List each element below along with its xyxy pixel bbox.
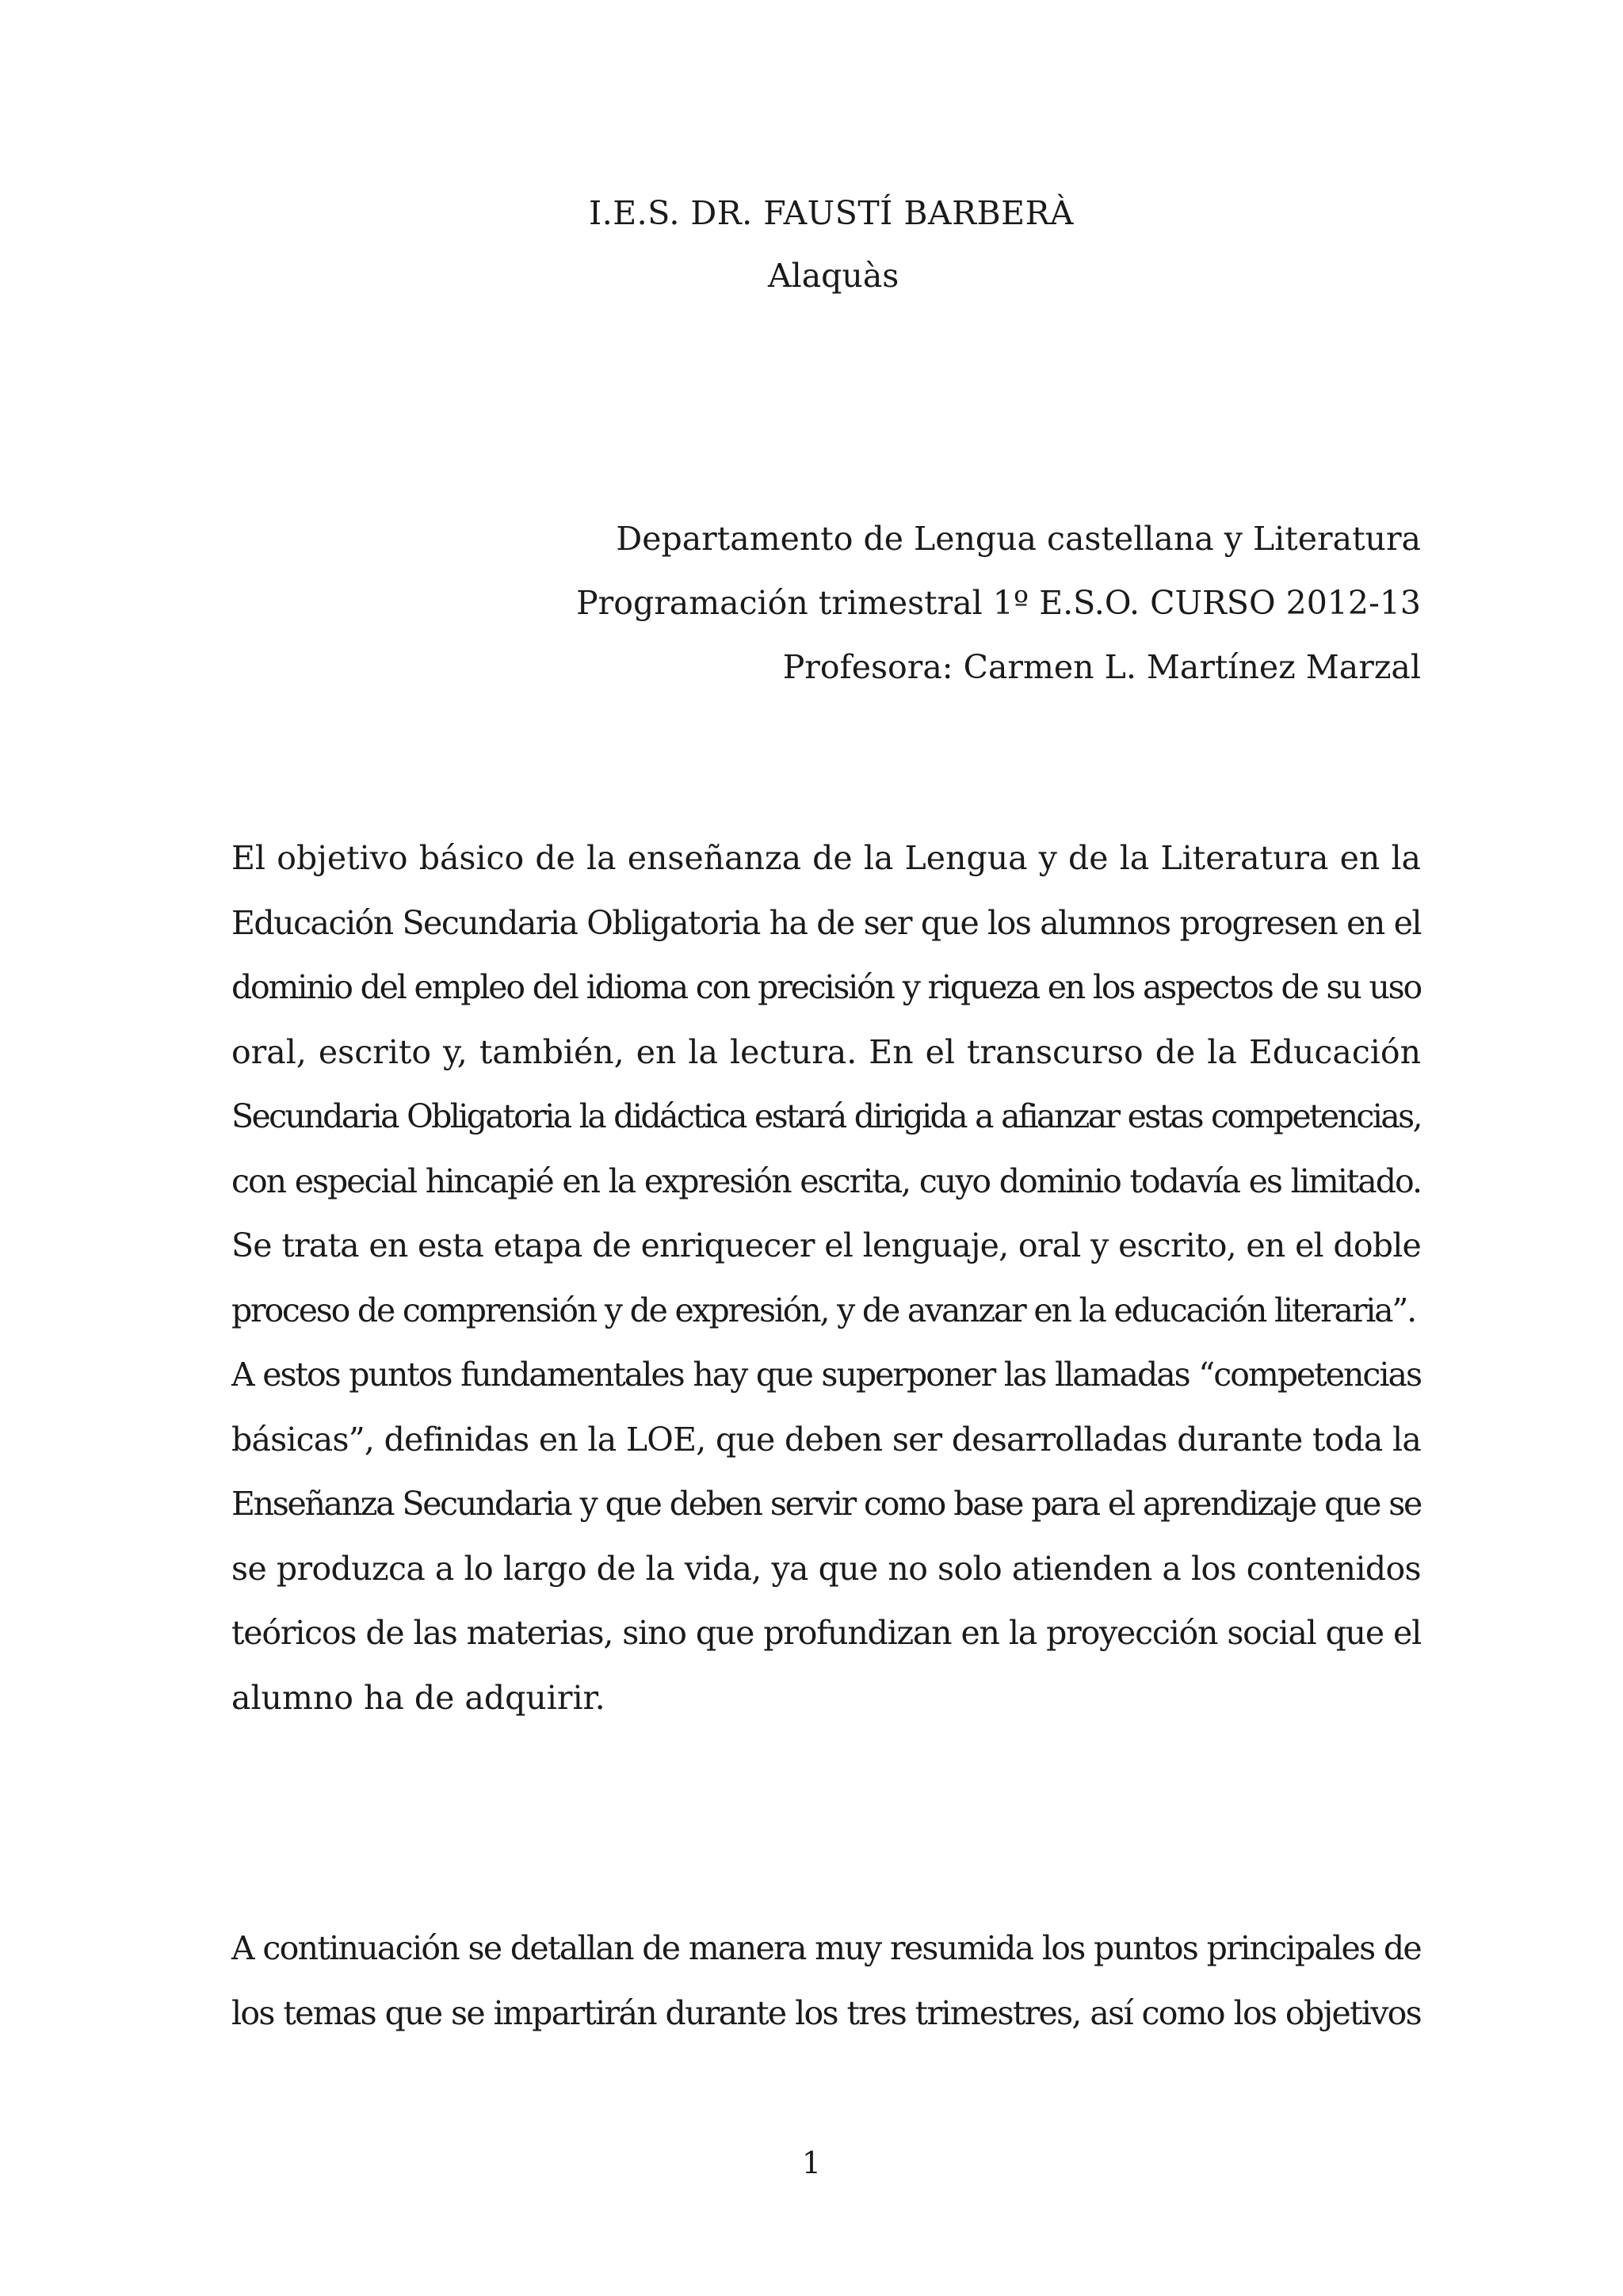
text-line: los temas que se impartirán durante los tres trimestres, así como los objetivos	[231, 1993, 1421, 2032]
text-line: básicas”, definidas en la LOE, que deben ser desarrolladas durante toda la	[231, 1420, 1421, 1459]
department-name: Departamento de Lengua castellana y Literatura	[616, 520, 1421, 558]
text-line: El objetivo básico de la enseñanza de la Lengua y de la Literatura en la	[231, 839, 1421, 877]
department-block	[576, 507, 1421, 700]
text-line: proceso de comprensión y de expresión, y de avanzar en la educación literaria”.	[231, 1291, 1415, 1329]
course-programming: Programación trimestral 1º E.S.O. CURSO 2012-13	[576, 584, 1421, 622]
text-line: alumno ha de adquirir.	[231, 1678, 605, 1717]
text-line: Se trata en esta etapa de enriquecer el lenguaje, oral y escrito, en el doble	[231, 1226, 1421, 1264]
text-line: Enseñanza Secundaria y que deben servir como base para el aprendizaje que se	[231, 1485, 1421, 1523]
text-line: A continuación se detallan de manera muy resumida los puntos principales de	[231, 1929, 1421, 1967]
teacher-name: Profesora: Carmen L. Martínez Marzal	[782, 648, 1421, 686]
text-line: con especial hincapié en la expresión escrita, cuyo dominio todavía es limitado.	[231, 1161, 1421, 1200]
text-line: A estos puntos fundamentales hay que superponer las llamadas “competencias	[231, 1356, 1421, 1394]
text-line: Secundaria Obligatoria la didáctica estará dirigida a afianzar estas competencias,	[231, 1097, 1421, 1135]
text-line: se produzca a lo largo de la vida, ya que no solo atienden a los contenidos	[231, 1549, 1421, 1588]
school-city: Alaquàs	[768, 257, 899, 295]
text-line: Educación Secundaria Obligatoria ha de ser que los alumnos progresen en el	[231, 903, 1421, 942]
school-name: I.E.S. DR. FAUSTÍ BARBERÀ	[589, 194, 1075, 232]
paragraph-objectives	[231, 826, 1421, 1730]
text-line: oral, escrito y, también, en la lectura. En el transcurso de la Educación	[231, 1032, 1421, 1071]
paragraph-summary	[231, 1917, 1421, 2046]
text-line: teóricos de las materias, sino que profundizan en la proyección social que el	[231, 1614, 1421, 1652]
text-line: dominio del empleo del idioma con precisión y riqueza en los aspectos de su uso	[231, 968, 1421, 1006]
page-number: 1	[801, 2145, 822, 2180]
